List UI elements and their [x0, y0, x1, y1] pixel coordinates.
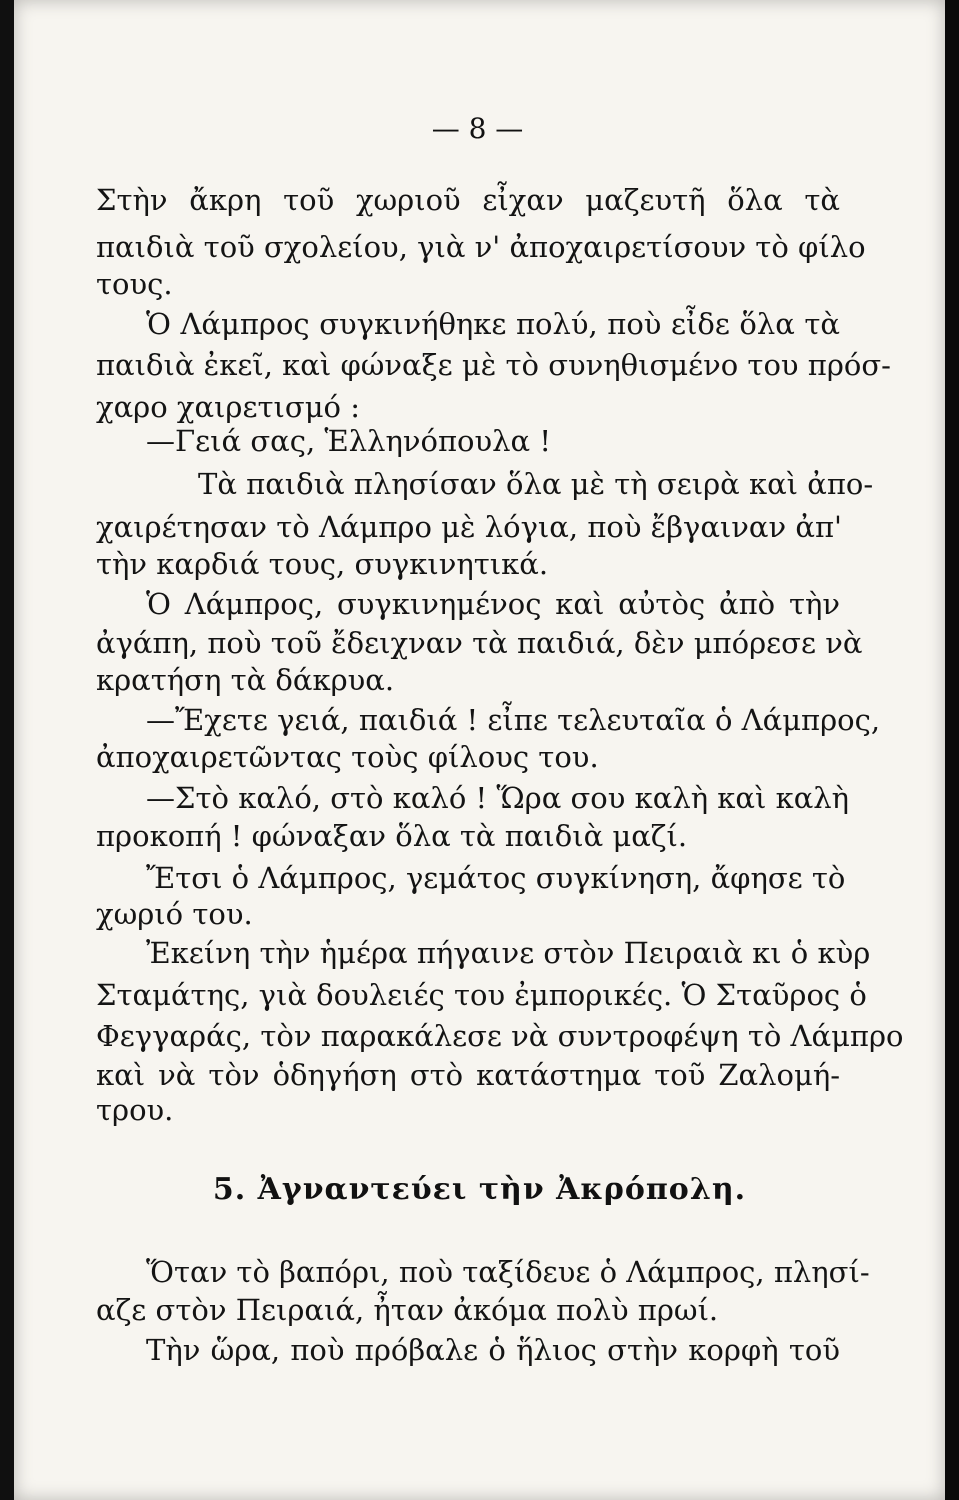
text-line: ἀγάπη, ποὺ τοῦ ἔδειχναν τὰ παιδιά, δὲν μπόρεσε νὰ: [96, 626, 863, 660]
text-line: Τὰ παιδιὰ πλησίσαν ὅλα μὲ τὴ σειρὰ καὶ ἀπο-: [198, 467, 874, 501]
text-line: —Ἔχετε γειά, παιδιά ! εἶπε τελευταῖα ὁ Λάμπρος,: [146, 703, 881, 737]
text-line: τὴν καρδιά τους, συγκινητικά.: [96, 547, 549, 581]
text-line: αζε στὸν Πειραιά, ἦταν ἀκόμα πολὺ πρωί.: [96, 1293, 719, 1327]
scan-border-left: [0, 0, 14, 1500]
text-line: Ἐκείνη τὴν ἡμέρα πήγαινε στὸν Πειραιὰ κι ὁ κὺρ: [146, 936, 871, 970]
text-line: παιδιὰ ἐκεῖ, καὶ φώναξε μὲ τὸ συνηθισμένο του πρόσ-: [96, 348, 891, 382]
scan-border-right: [945, 0, 959, 1500]
text-line: τρου.: [96, 1093, 174, 1127]
text-line: κρατήση τὰ δάκρυα.: [96, 663, 395, 697]
page-number: — 8 —: [431, 112, 524, 145]
text-line: Ἔτσι ὁ Λάμπρος, γεμάτος συγκίνηση, ἄφησε τὸ: [146, 861, 846, 895]
text-line: προκοπή ! φώναξαν ὅλα τὰ παιδιὰ μαζί.: [96, 819, 688, 853]
section-heading: 5. Ἀγναντεύει τὴν Ἀκρόπολη.: [212, 1172, 747, 1207]
text-line: —Γειά σας, Ἑλληνόπουλα !: [146, 424, 551, 458]
text-line: Ὁ Λάμπρος συγκινήθηκε πολύ, ποὺ εἶδε ὅλα τὰ: [146, 307, 840, 341]
text-line: Σταμάτης, γιὰ δουλειές του ἐμπορικές. Ὁ Σταῦρος ὁ: [96, 978, 867, 1012]
book-page: [14, 0, 945, 1500]
text-line: καὶ νὰ τὸν ὁδηγήση στὸ κατάστημα τοῦ Ζαλομή-: [96, 1058, 840, 1092]
text-line: παιδιὰ τοῦ σχολείου, γιὰ ν' ἀποχαιρετίσουν τὸ φίλο: [96, 230, 866, 264]
text-line: ἀποχαιρετῶντας τοὺς φίλους του.: [96, 740, 599, 774]
text-line: Ὅταν τὸ βαπόρι, ποὺ ταξίδευε ὁ Λάμπρος, πλησί-: [146, 1255, 870, 1289]
text-line: χαρο χαιρετισμό :: [96, 390, 360, 424]
text-line: χωριό του.: [96, 897, 253, 931]
text-line: Ὁ Λάμπρος, συγκινημένος καὶ αὐτὸς ἀπὸ τὴν: [146, 587, 840, 621]
text-line: Φεγγαράς, τὸν παρακάλεσε νὰ συντροφέψη τὸ Λάμπρο: [96, 1019, 904, 1053]
text-line: χαιρέτησαν τὸ Λάμπρο μὲ λόγια, ποὺ ἔβγαιναν ἀπ': [96, 510, 842, 544]
text-line: τους.: [96, 267, 173, 301]
text-line: Τὴν ὥρα, ποὺ πρόβαλε ὁ ἥλιος στὴν κορφὴ τοῦ: [146, 1333, 840, 1367]
text-line: Στὴν ἄκρη τοῦ χωριοῦ εἶχαν μαζευτῆ ὅλα τὰ: [96, 183, 840, 217]
text-line: —Στὸ καλό, στὸ καλό ! Ὥρα σου καλὴ καὶ καλὴ: [146, 781, 850, 815]
